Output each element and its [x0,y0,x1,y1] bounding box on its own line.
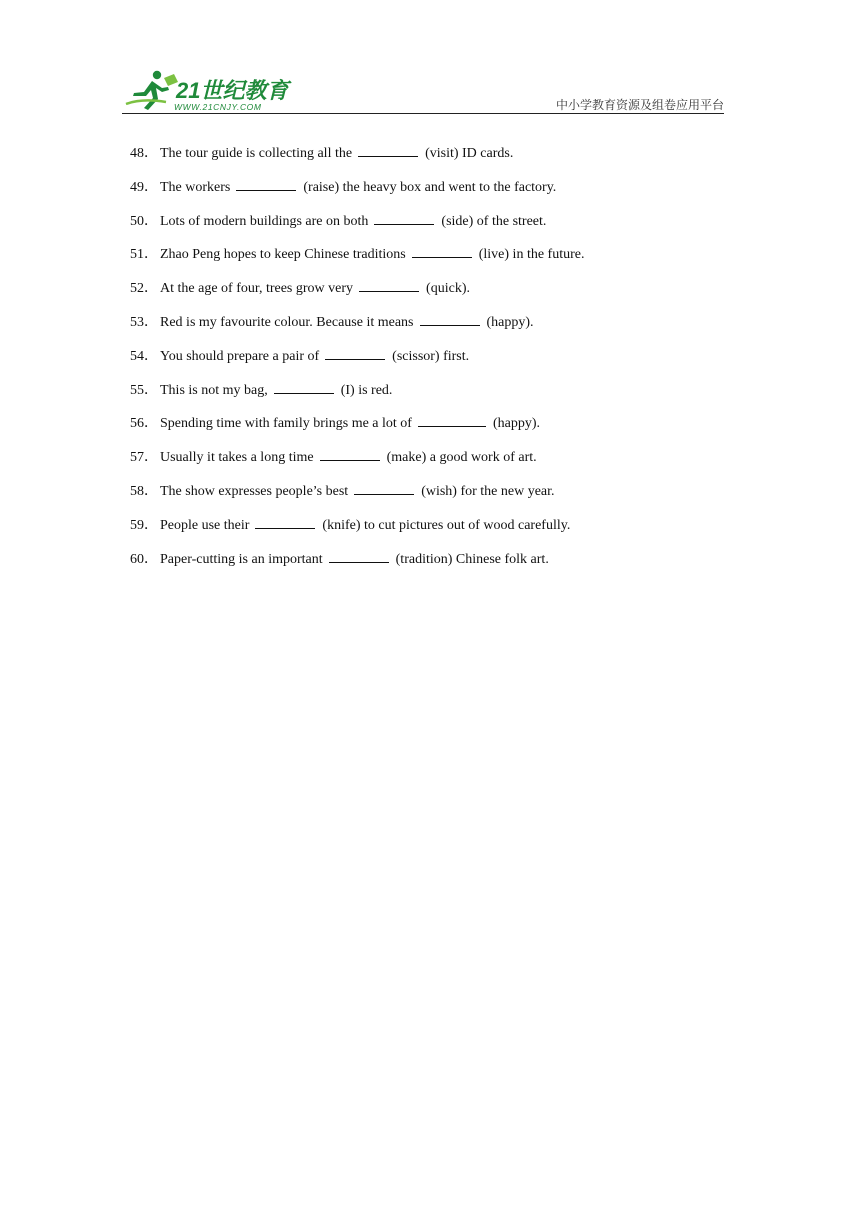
answer-blank[interactable] [325,345,385,360]
question-text-before: Usually it takes a long time [160,450,314,466]
question-number: 56． [130,416,158,432]
logo-text: 21世纪教育 [176,78,289,103]
question-text-after: (scissor) first. [392,348,470,364]
question-55 [130,379,730,413]
question-text-after: (happy). [486,314,534,330]
answer-blank[interactable] [359,277,419,292]
header-divider [122,113,724,114]
answer-blank[interactable] [418,412,486,427]
question-54 [130,345,730,379]
question-number: 48． [130,146,158,161]
question-number: 52． [130,281,158,297]
answer-blank[interactable] [374,210,434,225]
logo-url-text: WWW.21CNJY.COM [174,102,262,112]
answer-blank[interactable] [358,142,418,157]
question-number: 53． [130,314,158,330]
question-number: 49． [130,179,158,195]
question-48 [130,142,730,176]
question-58 [130,480,730,514]
answer-blank[interactable] [255,514,315,529]
question-text-before: Red is my favourite colour. Because it means [160,314,414,330]
question-60 [130,548,730,582]
question-text-before: You should prepare a pair of [160,348,320,364]
question-49 [130,176,730,210]
question-text-after: (I) is red. [340,382,393,398]
question-text-after: (happy). [492,416,541,432]
question-51 [130,243,730,277]
answer-blank[interactable] [274,379,334,394]
question-number: 58． [130,483,158,499]
question-text-after: (make) a good work of art. [386,450,537,466]
question-number: 50． [130,213,158,229]
platform-tagline: 中小学教育资源及组卷应用平台 [555,98,724,112]
question-text-before: The workers [160,179,231,195]
question-number: 54． [130,348,158,364]
question-number: 59． [130,517,158,533]
question-text-after: (tradition) Chinese folk art. [395,551,549,567]
question-text-before: People use their [160,517,250,533]
answer-blank[interactable] [329,548,389,563]
question-text-after: (quick). [426,281,470,297]
question-50 [130,210,730,244]
question-text-before: Zhao Peng hopes to keep Chinese traditions [160,247,406,263]
question-53 [130,311,730,345]
answer-blank[interactable] [320,446,380,461]
question-text-after: (visit) ID cards. [425,146,514,161]
question-text-before: Paper-cutting is an important [160,551,323,567]
question-text-after: (side) of the street. [441,213,547,229]
question-text-after: (wish) for the new year. [421,483,555,499]
question-text-before: The show expresses people’s best [160,483,349,499]
question-list [130,142,730,581]
question-text-before: At the age of four, trees grow very [160,281,354,297]
question-text-before: The tour guide is collecting all the [160,146,353,161]
question-text-before: This is not my bag, [160,382,268,398]
question-56 [130,412,730,446]
question-59 [130,514,730,548]
question-text-before: Spending time with family brings me a lot of [160,416,412,432]
question-number: 51． [130,247,158,263]
question-57 [130,446,730,480]
page-header [122,68,724,114]
question-52 [130,277,730,311]
answer-blank[interactable] [420,311,480,326]
question-text-before: Lots of modern buildings are on both [160,213,369,229]
answer-blank[interactable] [354,480,414,495]
question-text-after: (raise) the heavy box and went to the factory. [303,179,557,195]
question-text-after: (knife) to cut pictures out of wood carefully. [322,517,571,533]
answer-blank[interactable] [236,176,296,191]
question-number: 57． [130,450,158,466]
site-logo [122,68,292,114]
question-number: 55． [130,382,158,398]
question-number: 60． [130,551,158,567]
question-text-after: (live) in the future. [478,247,585,263]
runner-logo-icon [122,68,182,114]
answer-blank[interactable] [412,243,472,258]
